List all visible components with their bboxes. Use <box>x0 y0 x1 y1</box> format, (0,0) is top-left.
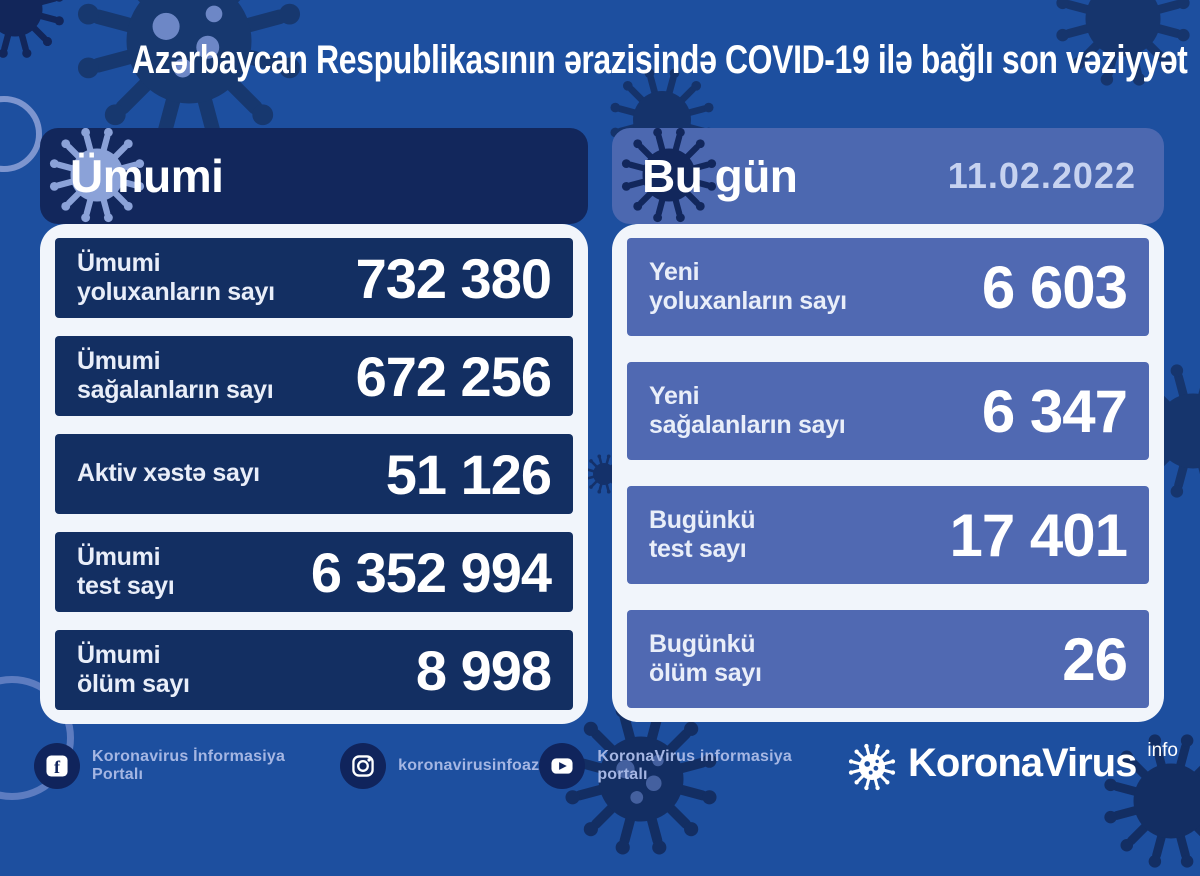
stat-label-line2: test sayı <box>77 572 175 600</box>
stat-row-today-tests <box>627 486 1149 584</box>
stat-label-line1: Ümumi <box>77 346 161 375</box>
today-panel-title: Bu gün <box>642 150 798 202</box>
stat-label-line2: ölüm sayı <box>649 659 762 687</box>
stat-row-total-recovered <box>55 336 573 416</box>
stat-value: 6 347 <box>981 377 1127 445</box>
footer <box>34 738 1178 794</box>
youtube-icon <box>539 743 585 789</box>
facebook-label: Koronavirus İnformasiya Portalı <box>92 748 286 783</box>
stat-label-line1: Bugünkü <box>649 629 756 658</box>
totals-panel <box>40 128 588 724</box>
logo-text: KoronaVirus <box>908 741 1137 785</box>
svg-text:f: f <box>53 757 61 778</box>
stat-row-total-tests <box>55 532 573 612</box>
stat-value: 6 603 <box>981 253 1127 321</box>
stat-label <box>77 249 275 308</box>
koronavirus-logo <box>846 739 1178 793</box>
youtube-handle <box>539 743 846 789</box>
today-panel <box>612 128 1164 722</box>
page-title-text: Azərbaycan Respublikasının ərazisində COVID-19 ilə bağlı son vəziyyət <box>131 38 1188 82</box>
circle-decoration <box>0 96 42 172</box>
today-panel-header <box>612 128 1164 224</box>
stat-value: 732 380 <box>355 246 551 310</box>
stat-label-line2: sağalanların sayı <box>77 376 274 404</box>
today-panel-body <box>612 224 1164 722</box>
stat-value: 17 401 <box>949 501 1127 569</box>
stat-label <box>649 382 845 441</box>
stat-label <box>77 459 260 489</box>
stat-value: 8 998 <box>415 638 551 702</box>
stat-row-active-cases <box>55 434 573 514</box>
totals-panel-title: Ümumi <box>70 150 224 202</box>
stat-value: 672 256 <box>355 344 551 408</box>
stat-label-line2: yoluxanların sayı <box>77 278 275 306</box>
stat-label-line1: Aktiv xəstə sayı <box>77 459 260 488</box>
stat-label-line1: Ümumi <box>77 640 161 669</box>
stat-label-line1: Ümumi <box>77 248 161 277</box>
stat-label <box>77 641 190 700</box>
virus-logo-icon <box>846 741 898 793</box>
totals-panel-body <box>40 224 588 724</box>
stat-value: 51 126 <box>385 442 551 506</box>
stat-value: 26 <box>1062 625 1127 693</box>
report-date: 11.02.2022 <box>947 155 1136 196</box>
facebook-handle <box>34 743 340 789</box>
stat-label-line2: ölüm sayı <box>77 670 190 698</box>
logo-superscript: info <box>1147 740 1178 761</box>
stat-label-line2: yoluxanların sayı <box>649 287 847 315</box>
stat-row-total-infected <box>55 238 573 318</box>
stat-label-line1: Yeni <box>649 257 700 286</box>
stat-label-line2: sağalanların sayı <box>649 411 846 439</box>
stat-label-line2: test sayı <box>649 535 747 563</box>
stat-label-line1: Ümumi <box>77 542 161 571</box>
instagram-icon <box>340 743 386 789</box>
stat-label <box>649 630 762 689</box>
stat-value: 6 352 994 <box>310 540 551 604</box>
facebook-icon <box>34 743 80 789</box>
stat-row-today-deaths <box>627 610 1149 708</box>
stat-label <box>77 543 174 602</box>
instagram-handle <box>340 743 539 789</box>
stat-row-new-recovered <box>627 362 1149 460</box>
instagram-label: koronavirusinfoaz <box>398 757 540 774</box>
stat-row-total-deaths <box>55 630 573 710</box>
page-title <box>0 38 1200 83</box>
stat-label <box>649 258 847 317</box>
stat-label-line1: Bugünkü <box>649 505 756 534</box>
stat-label-line1: Yeni <box>649 381 700 410</box>
stat-label <box>77 347 273 406</box>
youtube-label: KoronaVirus informasiya portalı <box>597 748 792 783</box>
stat-row-new-infected <box>627 238 1149 336</box>
totals-panel-header <box>40 128 588 224</box>
stat-label <box>649 506 755 565</box>
